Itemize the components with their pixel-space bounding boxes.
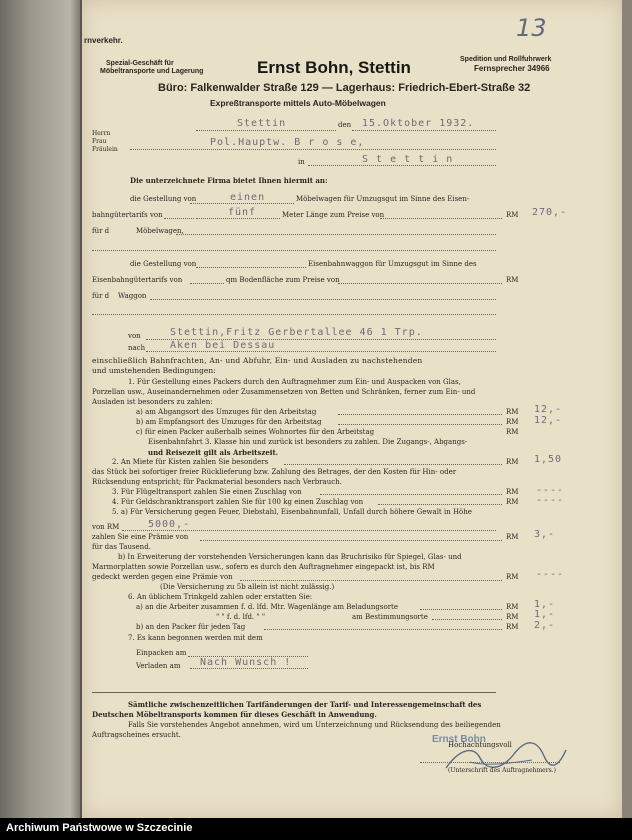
nach-typed: Aken bei Dessau xyxy=(170,340,276,351)
p6a-line xyxy=(420,609,502,610)
waggon3-label: für d xyxy=(92,292,110,300)
waggon2-price-line xyxy=(338,283,502,284)
frau-label: Frau xyxy=(92,138,107,145)
p5b-rm: RM xyxy=(506,573,519,581)
laenge-line xyxy=(196,218,280,219)
den-label: den xyxy=(338,121,352,129)
einschl-text: einschließlich Bahnfrachten, An- und Abfuhr, Ein- und Ausladen zu nachstehenden xyxy=(92,356,423,365)
page-edge xyxy=(622,0,632,818)
p5a: 5. a) Für Versicherung gegen Feuer, Diebstahl, Eisenbahnunfall, Unfall durch höhere Gewalt in Höhe xyxy=(112,508,472,516)
waggon2-line xyxy=(190,283,224,284)
p3-rm: RM xyxy=(506,488,519,496)
p5-praemie-line xyxy=(200,540,502,541)
p6b-label: am Bestimmungsorte xyxy=(352,613,428,621)
gestellung-rest: Möbelwagen für Umzugsgut im Sinne des Eisen- xyxy=(296,195,470,203)
laenge-typed: fünf xyxy=(228,207,257,218)
p5b1: b) In Erweiterung der vorstehenden Versicherungen kann das Bruchrisiko für Spiegel, Glas- und xyxy=(118,553,462,561)
falls-line1: Falls Sie vorstehendes Angebot annehmen, wird um Unterzeichnung und Rücksendung des beiliegenden xyxy=(128,721,501,729)
gestellung-line xyxy=(190,203,294,204)
in-line xyxy=(308,165,496,166)
p2-rm: RM xyxy=(506,458,519,466)
p1-c2: Eisenbahnfahrt 3. Klasse hin und zurück ist besonders zu zahlen. Die Zugangs-, Abgangs- xyxy=(148,438,468,446)
rm1-value: 270,- xyxy=(532,207,568,218)
fuer-line xyxy=(176,234,496,235)
archive-caption: Archiwum Państwowe w Szczecinie xyxy=(6,822,193,834)
p2b: das Stück bei sofortiger freier Rücklieferung bzw. Zahlung des Betrages, der den Kosten für Hin- oder xyxy=(92,468,457,476)
verladen-typed: Nach Wunsch ! xyxy=(200,657,292,668)
p4-line xyxy=(378,504,502,505)
tarif-line2: Deutschen Möbeltransports kommen für dieses Geschäft in Anwendung. xyxy=(92,710,377,719)
fuer-rest: Möbelwagen, xyxy=(136,227,184,235)
date-line xyxy=(352,130,496,131)
date-typed: 15.Oktober 1932. xyxy=(362,118,475,129)
p1-b: b) am Empfangsort des Umzuges für den Arbeitstag xyxy=(136,418,322,426)
p5b-value: ---- xyxy=(536,569,565,580)
in-typed: S t e t t i n xyxy=(362,154,454,165)
p3-line xyxy=(320,494,502,495)
waggon3-line xyxy=(150,299,496,300)
corner-text: rnverkehr. xyxy=(84,36,123,45)
p5b-line xyxy=(240,580,502,581)
waggon3-rest: Waggon xyxy=(118,292,147,300)
umst-text: und umstehenden Bedingungen: xyxy=(92,366,216,375)
p4-value: ---- xyxy=(536,495,565,506)
p1-a: a) am Abgangsort des Umzuges für den Arbeitstag xyxy=(136,408,317,416)
p6b-rm: RM xyxy=(506,613,519,621)
header-left-line1: Spezial-Geschäft für xyxy=(106,60,174,67)
bahntarif-line xyxy=(164,218,194,219)
preis-line xyxy=(380,218,502,219)
p4-rm: RM xyxy=(506,498,519,506)
p5-rm: RM xyxy=(506,533,519,541)
gestellung-label: die Gestellung von xyxy=(130,195,197,203)
nach-label: nach xyxy=(128,344,146,352)
p5-von-value: 5000,- xyxy=(148,519,191,530)
address-line: Büro: Falkenwalder Straße 129 — Lagerhaus: Friedrich-Ebert-Straße 32 xyxy=(158,82,531,94)
p5-tausend: für das Tausend. xyxy=(92,543,151,551)
p5-value: 3,- xyxy=(534,529,556,540)
p1-b-rm: RM xyxy=(506,418,519,426)
intro-text: Die unterzeichnete Firma bietet Ihnen hiermit an: xyxy=(130,176,328,185)
p1a: 1. Für Gestellung eines Packers durch den Auftragnehmer zum Ein- und Auspacken von Glas, xyxy=(128,378,461,386)
von-typed: Stettin,Fritz Gerbertallee 46 1 Trp. xyxy=(170,327,423,338)
p6c-line xyxy=(264,629,502,630)
laenge-rest: Meter Länge zum Preise von xyxy=(282,211,385,219)
p2c: Rücksendung entspricht; für Packmaterial besonders nach Verbrauch. xyxy=(92,478,342,486)
p7: 7. Es kann begonnen werden mit dem xyxy=(128,634,263,642)
unterschrift-label: (Unterschrift des Auftragnehmers.) xyxy=(448,767,556,774)
p4: 4. Für Geldschranktransport zahlen Sie für 100 kg einen Zuschlag von xyxy=(112,498,364,506)
p3-value: ---- xyxy=(536,485,565,496)
p5b3: gedeckt werden gegen eine Prämie von xyxy=(92,573,233,581)
p2-value: 1,50 xyxy=(534,454,563,465)
p5-von-label: von RM xyxy=(92,523,120,531)
p2a: 2. An Miete für Kisten zahlen Sie besonders xyxy=(112,458,269,466)
waggon1-label: die Gestellung von xyxy=(130,260,197,268)
signature-line xyxy=(420,762,560,763)
name-line xyxy=(130,149,496,150)
waggon2-rest: qm Bodenfläche zum Preise von xyxy=(226,276,340,284)
header-left-line2: Möbeltransporte und Lagerung xyxy=(100,68,204,75)
header-right-line2: Fernsprecher 34966 xyxy=(474,64,550,73)
p1-b-line xyxy=(338,424,502,425)
p1-b-value: 12,- xyxy=(534,415,563,426)
in-label: in xyxy=(298,158,305,166)
p6: 6. An üblichem Trinkgeld zahlen oder erstatten Sie: xyxy=(128,593,313,601)
p6c-rm: RM xyxy=(506,623,519,631)
rm2-label: RM xyxy=(506,276,519,284)
company-stamp: Ernst Bohn xyxy=(432,734,486,745)
p5-von-line xyxy=(122,530,496,531)
p5-praemie: zahlen Sie eine Prämie von xyxy=(92,533,189,541)
fuer-label: für d xyxy=(92,227,110,235)
hochachtungsvoll: Hochachtungsvoll xyxy=(448,741,512,749)
name-typed: Pol.Hauptw. B r o s e, xyxy=(210,137,365,148)
p1b: Porzellan usw., Auseinandernehmen oder Zusammensetzen von Betten und Schränken, ferner zum Ein- und xyxy=(92,388,476,396)
p1-c3: und Reisezeit gilt als Arbeitszeit. xyxy=(148,448,279,457)
blank-line-2 xyxy=(92,314,496,315)
bahntarif-label: bahngütertarifs von xyxy=(92,211,163,219)
blank-line-1 xyxy=(92,250,496,251)
p2-line xyxy=(284,464,502,465)
p6b-line xyxy=(432,619,502,620)
p6b-quotes: " " f. d. lfd. " " xyxy=(216,613,266,621)
verladen-line xyxy=(190,668,308,669)
p1-c-rm: RM xyxy=(506,428,519,436)
p6a: a) an die Arbeiter zusammen f. d. lfd. Mtr. Wagenlänge am Beladungsorte xyxy=(136,603,399,611)
page-number: 13 xyxy=(516,14,547,42)
von-label: von xyxy=(128,332,141,340)
p5b4: (Die Versicherung zu 5b allein ist nicht zulässig.) xyxy=(160,583,335,591)
company-name: Ernst Bohn, Stettin xyxy=(257,58,411,77)
p6a-rm: RM xyxy=(506,603,519,611)
binder-edge xyxy=(0,0,80,818)
separator-line xyxy=(92,692,496,693)
p6c: b) an den Packer für jeden Tag xyxy=(136,623,246,631)
city-line xyxy=(196,130,336,131)
p1c: Ausladen ist besonders zu zahlen: xyxy=(92,398,213,406)
p1-c1: c) für einen Packer außerhalb seines Wohnortes für den Arbeitstag xyxy=(136,428,375,436)
einpacken-label: Einpacken am xyxy=(136,649,187,657)
waggon2-label: Eisenbahngütertarifs von xyxy=(92,276,183,284)
waggon1-line xyxy=(196,267,306,268)
p6b-value: 1,- xyxy=(534,609,556,620)
tarif-line1: Sämtliche zwischenzeitlichen Tarifänderungen der Tarif- und Interessengemeinschaft des xyxy=(128,700,482,709)
p1-a-line xyxy=(338,414,502,415)
nach-line xyxy=(146,351,496,352)
header-right-line1: Spedition und Rollfuhrwerk xyxy=(460,56,552,63)
herrn-label: Herrn xyxy=(92,130,111,137)
p1-a-value: 12,- xyxy=(534,404,563,415)
falls-line2: Auftragscheines ersucht. xyxy=(92,731,181,739)
gestellung-typed: einen xyxy=(230,192,266,203)
p6a-value: 1,- xyxy=(534,599,556,610)
verladen-label: Verladen am xyxy=(136,662,181,670)
p5b2: Marmorplatten sowie Porzellan usw., sofern es durch den Auftragnehmer eingepackt ist, bis RM xyxy=(92,563,435,571)
waggon1-rest: Eisenbahnwaggon für Umzugsgut im Sinne des xyxy=(308,260,477,268)
subtitle: Expreßtransporte mittels Auto-Möbelwagen xyxy=(210,98,386,108)
city-typed: Stettin xyxy=(237,118,287,129)
p6c-value: 2,- xyxy=(534,620,556,631)
fraeulein-label: Fräulein xyxy=(92,146,118,153)
rm1-label: RM xyxy=(506,211,519,219)
p3: 3. Für Flügeltransport zahlen Sie einen Zuschlag von xyxy=(112,488,302,496)
p1-a-rm: RM xyxy=(506,408,519,416)
